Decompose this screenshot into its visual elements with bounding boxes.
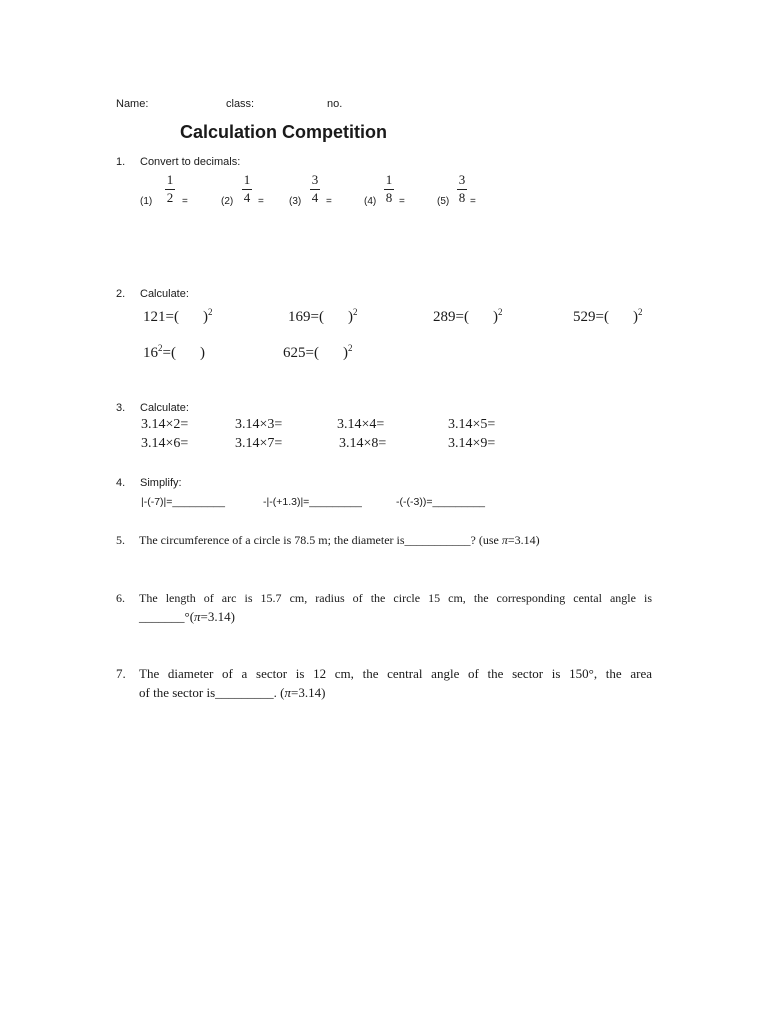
q5-text-b: =3.14)	[507, 533, 540, 547]
q4-item: -(-(-3))=_________	[396, 496, 486, 508]
q6-text-line2	[139, 609, 235, 625]
exponent: 2	[347, 343, 353, 353]
close-paren: )	[342, 345, 348, 361]
fraction-numerator: 3	[311, 172, 319, 187]
expression-left: 121=(	[143, 309, 179, 325]
pi-symbol: π	[194, 609, 201, 624]
equals-sign: =	[182, 196, 188, 207]
q4-number: 4.	[116, 477, 126, 489]
q2-square-root-289	[433, 307, 502, 326]
equals-sign: =	[399, 196, 405, 207]
expression-left: 625=(	[283, 345, 319, 361]
q5-text-a: The circumference of a circle is 78.5 m; the diameter is___________? (use	[139, 533, 502, 547]
close-paren: )	[202, 309, 208, 325]
equals-sign: =	[258, 196, 264, 207]
equals-sign: =	[326, 196, 332, 207]
fraction-numerator: 1	[166, 172, 174, 187]
fraction-denominator: 8	[458, 190, 466, 205]
close-paren: )	[347, 309, 353, 325]
item-label: (4)	[364, 196, 377, 207]
q1-number: 1.	[116, 156, 126, 168]
q2-square-root-169	[288, 307, 357, 326]
name-label: Name:	[116, 98, 149, 110]
q7-line2-b: =3.14)	[291, 685, 326, 700]
q7-text-line2	[139, 685, 325, 701]
number-label: no.	[327, 98, 343, 110]
q3-expression: 3.14×5=	[448, 417, 496, 432]
fraction-numerator: 1	[385, 172, 393, 187]
exponent: 2	[637, 307, 643, 317]
fraction-numerator: 1	[243, 172, 251, 187]
item-label: (3)	[289, 196, 302, 207]
q5-text	[139, 533, 540, 548]
q3-expression: 3.14×9=	[448, 436, 496, 451]
close-paren: )	[632, 309, 638, 325]
item-label: (1)	[140, 196, 153, 207]
fraction-numerator: 3	[458, 172, 466, 187]
exponent: 2	[158, 343, 163, 353]
close-paren: )	[492, 309, 498, 325]
expression-left: 169=(	[288, 309, 324, 325]
q7-line1-text: The diameter of a sector is 12 cm, the central angle of the sector is 150°, the area	[139, 666, 652, 681]
q3-expression: 3.14×4=	[337, 417, 385, 432]
q3-number: 3.	[116, 402, 126, 414]
fraction-denominator: 4	[311, 190, 319, 205]
q4-item: |-(-7)|=_________	[141, 496, 225, 508]
exponent: 2	[497, 307, 503, 317]
q6-line1-text: The length of arc is 15.7 cm, radius of the circle 15 cm, the corresponding cental angle is	[139, 591, 652, 605]
exponent: 2	[352, 307, 358, 317]
q4-label: Simplify:	[140, 477, 182, 489]
q2-square-root-529	[573, 307, 642, 326]
q1-label: Convert to decimals:	[140, 156, 241, 168]
q3-expression: 3.14×8=	[339, 436, 387, 451]
fraction-denominator: 2	[166, 190, 174, 205]
fraction-denominator: 4	[243, 190, 251, 205]
item-label: (2)	[221, 196, 234, 207]
expression-left: =(	[162, 345, 176, 361]
equals-sign: =	[470, 196, 476, 207]
q2-square-root-625	[283, 343, 352, 362]
q7-text-line1	[139, 666, 652, 682]
q2-square-16	[143, 343, 205, 362]
q3-label: Calculate:	[140, 402, 189, 414]
pi-symbol: π	[501, 533, 508, 547]
q6-text-line1	[139, 591, 652, 606]
close-paren: )	[199, 345, 205, 361]
pi-symbol: π	[284, 685, 292, 700]
q3-expression: 3.14×7=	[235, 436, 283, 451]
page-title: Calculation Competition	[180, 122, 387, 142]
q2-square-root-121	[143, 307, 212, 326]
q4-item: -|-(+1.3)|=_________	[263, 496, 362, 508]
q6-line2-b: =3.14)	[200, 609, 235, 624]
q6-number: 6.	[116, 591, 125, 605]
q6-justified-line	[139, 591, 652, 606]
q7-number: 7.	[116, 666, 126, 681]
fraction-denominator: 8	[385, 190, 393, 205]
q6-line2-a: _______°(	[139, 609, 195, 624]
expression-left: 289=(	[433, 309, 469, 325]
q3-expression: 3.14×2=	[141, 417, 189, 432]
q3-expression: 3.14×6=	[141, 436, 189, 451]
exponent: 2	[207, 307, 213, 317]
item-label: (5)	[437, 196, 450, 207]
expression-left: 529=(	[573, 309, 609, 325]
q7-line2-a: of the sector is_________. (	[139, 685, 285, 700]
base: 16	[143, 345, 158, 361]
q2-number: 2.	[116, 288, 126, 300]
class-label: class:	[226, 98, 255, 110]
q3-expression: 3.14×3=	[235, 417, 283, 432]
q2-label: Calculate:	[140, 288, 189, 300]
q5-number: 5.	[116, 533, 125, 547]
